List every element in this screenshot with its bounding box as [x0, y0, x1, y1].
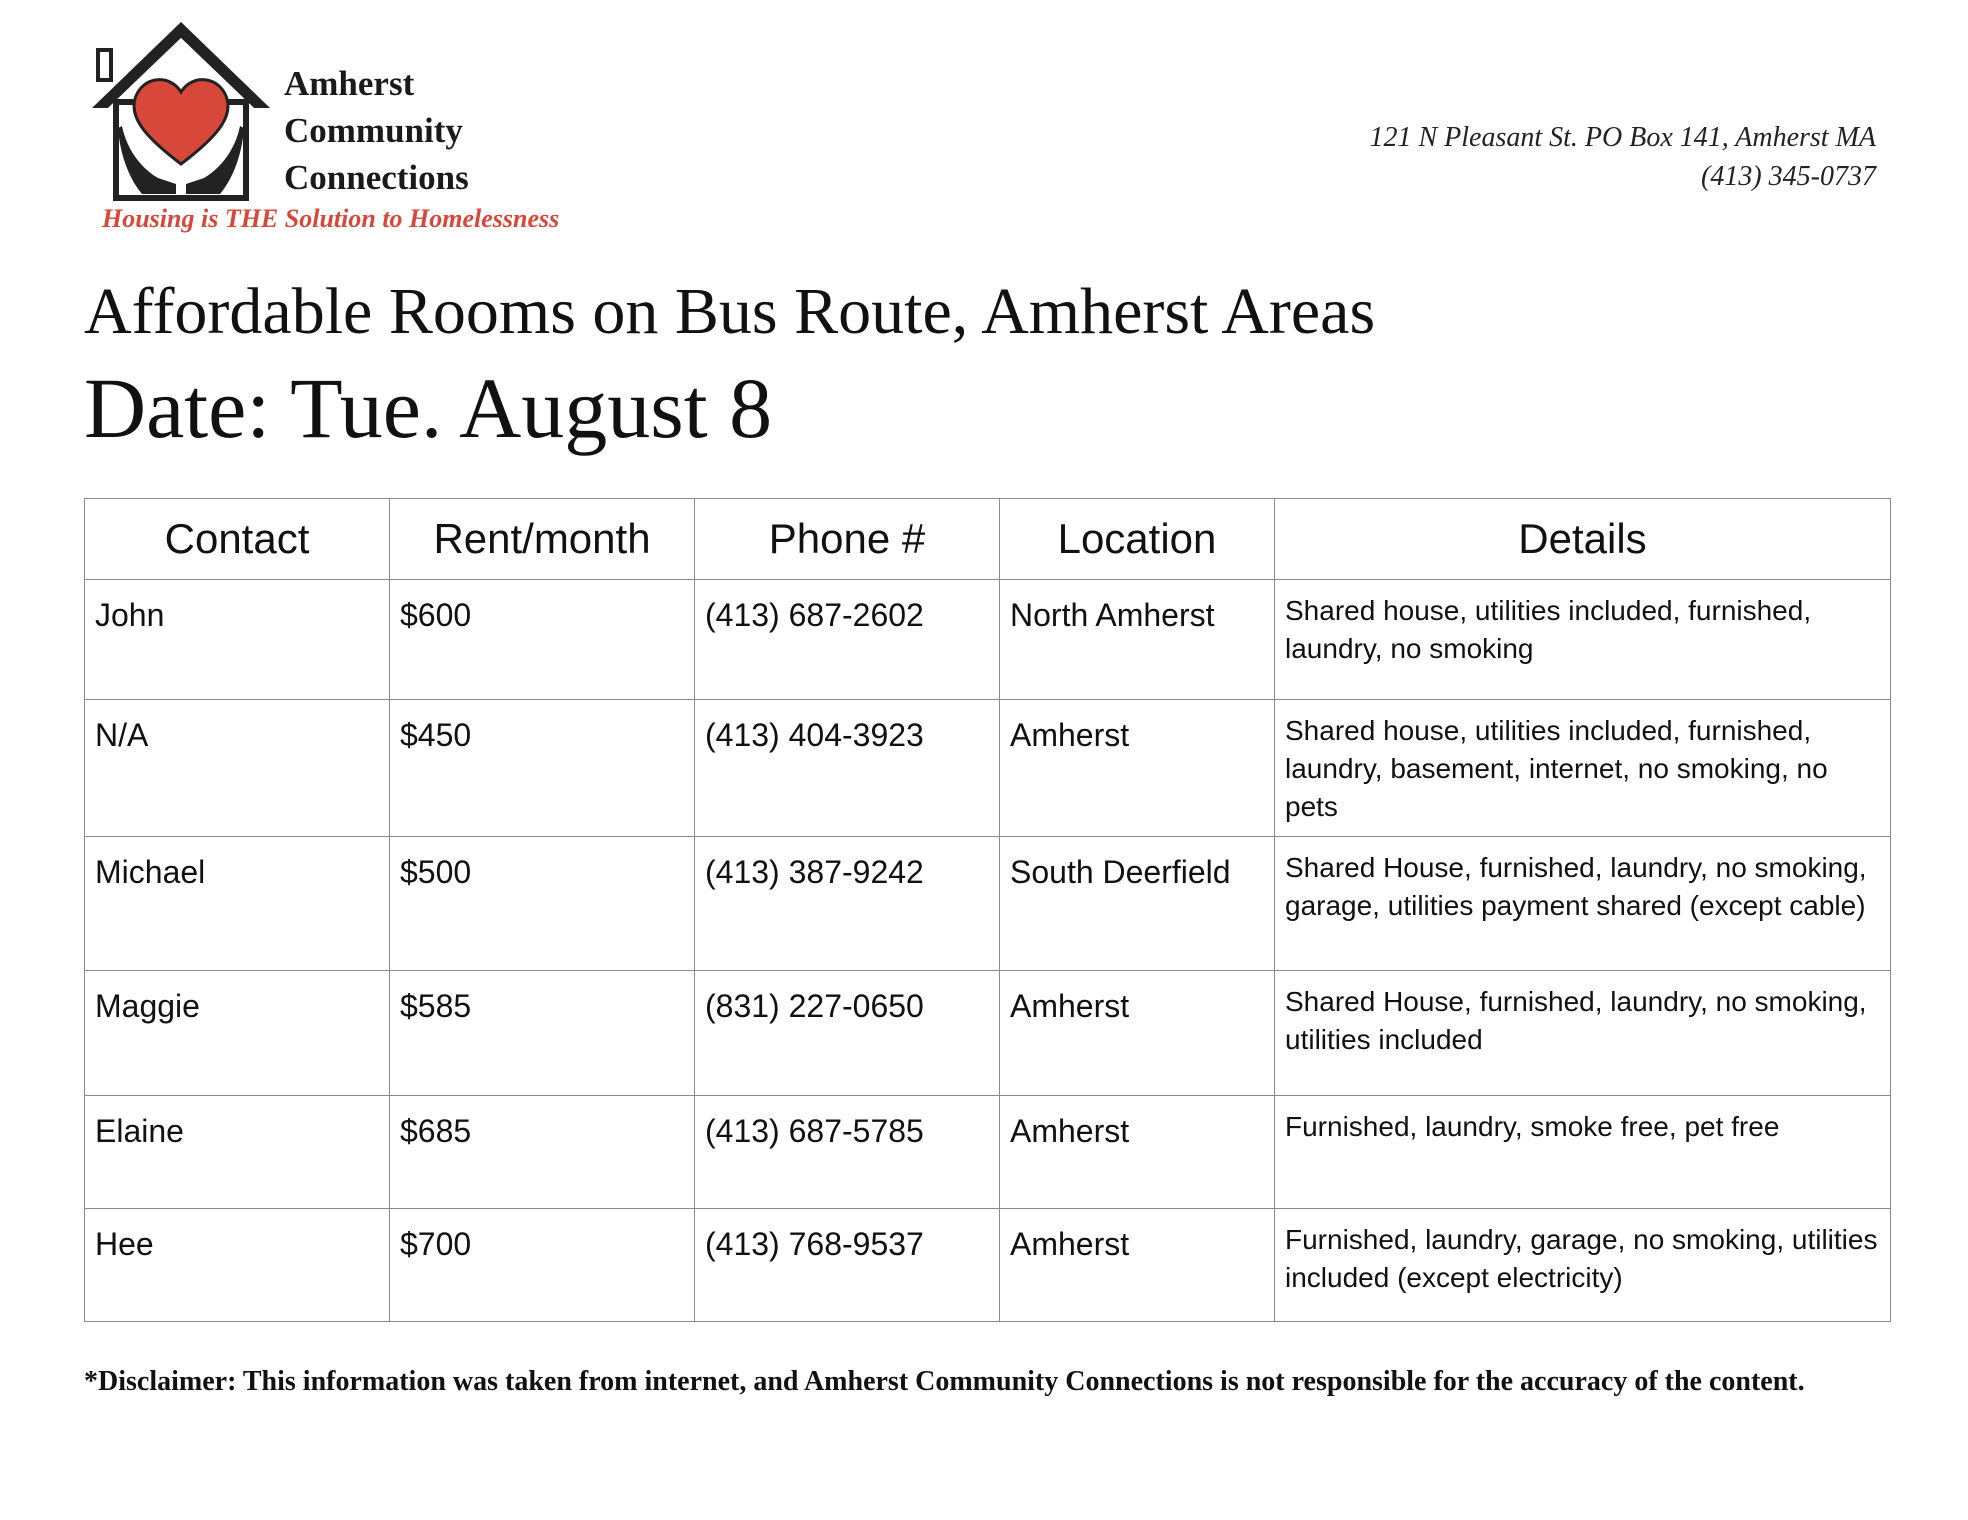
column-header-contact: Contact — [85, 499, 390, 580]
table-row — [85, 837, 1891, 971]
location-cell: Amherst — [1000, 1209, 1275, 1322]
table-row — [85, 1096, 1891, 1209]
phone-cell: (413) 687-2602 — [695, 580, 1000, 700]
logo-wordmark — [284, 60, 469, 201]
contact-cell: Elaine — [85, 1096, 390, 1209]
logo-name-line: Amherst — [284, 64, 415, 103]
column-header-rent: Rent/month — [390, 499, 695, 580]
organization-logo — [80, 16, 610, 246]
rent-cell: $450 — [390, 700, 695, 837]
address-phone: (413) 345-0737 — [1701, 161, 1876, 192]
phone-cell: (413) 687-5785 — [695, 1096, 1000, 1209]
contact-cell: N/A — [85, 700, 390, 837]
column-header-location: Location — [1000, 499, 1275, 580]
rent-cell: $500 — [390, 837, 695, 971]
table-row — [85, 1209, 1891, 1322]
rent-cell: $600 — [390, 580, 695, 700]
rent-cell: $700 — [390, 1209, 695, 1322]
rent-cell: $685 — [390, 1096, 695, 1209]
table-header-row — [85, 499, 1891, 580]
location-cell: Amherst — [1000, 1096, 1275, 1209]
contact-cell: Hee — [85, 1209, 390, 1322]
location-cell: Amherst — [1000, 971, 1275, 1096]
table-row — [85, 580, 1891, 700]
column-header-phone: Phone # — [695, 499, 1000, 580]
location-cell: North Amherst — [1000, 580, 1275, 700]
table-row — [85, 971, 1891, 1096]
details-cell: Shared house, utilities included, furnished, laundry, basement, internet, no smoking, no pets — [1275, 700, 1891, 837]
details-cell: Shared House, furnished, laundry, no smoking, utilities included — [1275, 971, 1891, 1096]
column-header-details: Details — [1275, 499, 1891, 580]
details-cell: Shared house, utilities included, furnished, laundry, no smoking — [1275, 580, 1891, 700]
document-title: Affordable Rooms on Bus Route, Amherst Areas — [84, 275, 1376, 348]
contact-cell: Michael — [85, 837, 390, 971]
phone-cell: (831) 227-0650 — [695, 971, 1000, 1096]
contact-cell: John — [85, 580, 390, 700]
address-street: 121 N Pleasant St. PO Box 141, Amherst MA — [1369, 122, 1876, 153]
rent-cell: $585 — [390, 971, 695, 1096]
contact-cell: Maggie — [85, 971, 390, 1096]
phone-cell: (413) 387-9242 — [695, 837, 1000, 971]
details-cell: Furnished, laundry, smoke free, pet free — [1275, 1096, 1891, 1209]
location-cell: South Deerfield — [1000, 837, 1275, 971]
details-cell: Shared House, furnished, laundry, no smoking, garage, utilities payment shared (except cable) — [1275, 837, 1891, 971]
details-cell: Furnished, laundry, garage, no smoking, utilities included (except electricity) — [1275, 1209, 1891, 1322]
logo-name-line: Connections — [284, 158, 469, 197]
room-listings-table — [84, 498, 1891, 1322]
phone-cell: (413) 768-9537 — [695, 1209, 1000, 1322]
disclaimer-text: *Disclaimer: This information was taken from internet, and Amherst Community Connections is not responsible for the accuracy of the content. — [84, 1366, 1805, 1397]
table-row — [85, 700, 1891, 837]
phone-cell: (413) 404-3923 — [695, 700, 1000, 837]
location-cell: Amherst — [1000, 700, 1275, 837]
organization-address — [1369, 118, 1876, 196]
logo-tagline: Housing is THE Solution to Homelessness — [102, 204, 560, 233]
document-date: Date: Tue. August 8 — [84, 360, 773, 456]
house-heart-hands-icon — [86, 16, 276, 206]
logo-name-line: Community — [284, 111, 463, 150]
